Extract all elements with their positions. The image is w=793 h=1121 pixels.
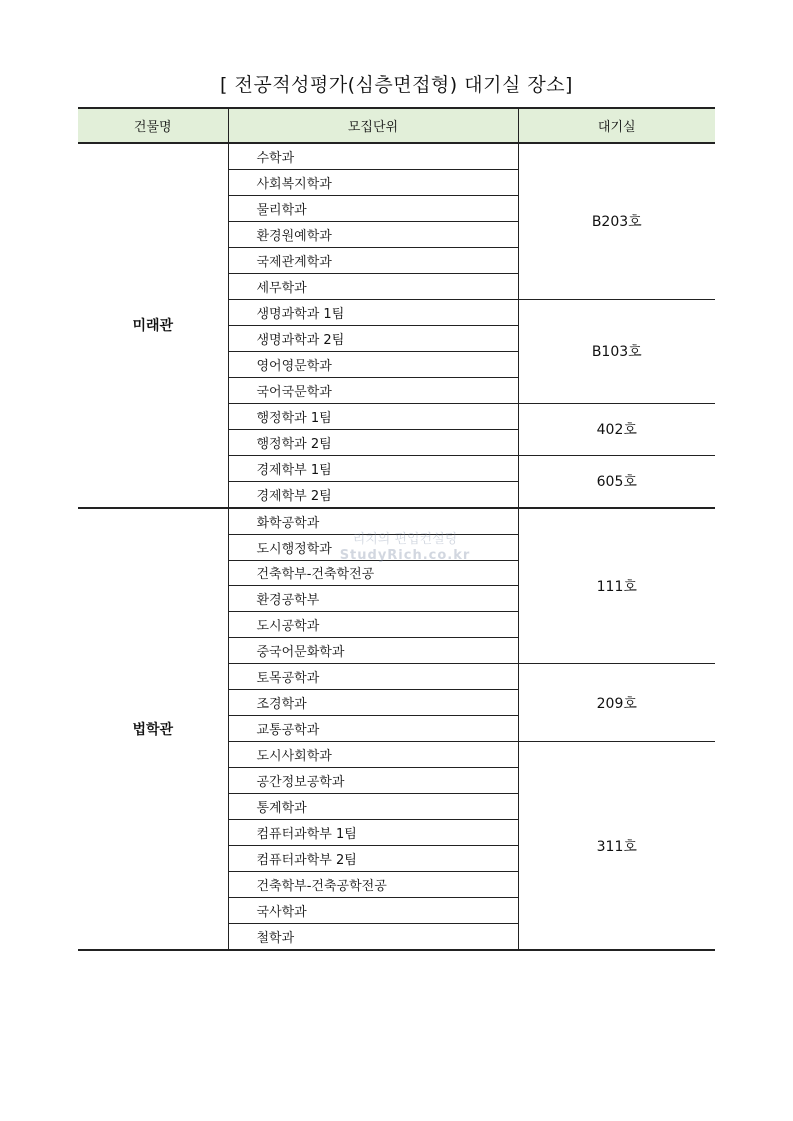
unit-cell: 국어국문학과 (228, 377, 518, 403)
page-title: [ 전공적성평가(심층면접형) 대기실 장소] (220, 74, 573, 96)
unit-cell: 중국어문화학과 (228, 638, 518, 664)
table-header-row (78, 108, 715, 143)
unit-cell: 수학과 (228, 143, 518, 169)
table-row (78, 143, 715, 169)
room-cell: 111호 (518, 508, 715, 664)
room-cell: B203호 (518, 143, 715, 299)
unit-cell: 건축학부-건축공학전공 (228, 872, 518, 898)
room-cell: 402호 (518, 403, 715, 455)
header-building: 건물명 (78, 108, 228, 143)
unit-cell: 세무학과 (228, 273, 518, 299)
unit-cell: 도시사회학과 (228, 742, 518, 768)
room-cell: 209호 (518, 664, 715, 742)
unit-cell: 물리학과 (228, 195, 518, 221)
unit-cell: 행정학과 2팀 (228, 429, 518, 455)
unit-cell: 국제관계학과 (228, 247, 518, 273)
unit-cell: 컴퓨터과학부 2팀 (228, 846, 518, 872)
unit-cell: 영어영문학과 (228, 351, 518, 377)
unit-cell: 경제학부 1팀 (228, 455, 518, 481)
room-cell: 311호 (518, 742, 715, 950)
unit-cell: 토목공학과 (228, 664, 518, 690)
waiting-room-table (78, 107, 715, 951)
unit-cell: 철학과 (228, 924, 518, 950)
unit-cell: 도시공학과 (228, 612, 518, 638)
unit-cell: 생명과학과 1팀 (228, 299, 518, 325)
unit-cell: 조경학과 (228, 690, 518, 716)
unit-cell: 건축학부-건축학전공 (228, 560, 518, 586)
header-unit: 모집단위 (228, 108, 518, 143)
table-row (78, 508, 715, 534)
unit-cell: 환경원예학과 (228, 221, 518, 247)
unit-cell: 컴퓨터과학부 1팀 (228, 820, 518, 846)
unit-cell: 환경공학부 (228, 586, 518, 612)
watermark-line-1: 리치의 편입컨설팅 (352, 532, 458, 547)
unit-cell: 사회복지학과 (228, 169, 518, 195)
unit-cell: 국사학과 (228, 898, 518, 924)
unit-cell: 교통공학과 (228, 716, 518, 742)
unit-cell: 경제학부 2팀 (228, 481, 518, 507)
unit-cell: 통계학과 (228, 794, 518, 820)
room-cell: B103호 (518, 299, 715, 403)
unit-cell: 화학공학과 (228, 508, 518, 534)
room-cell: 605호 (518, 455, 715, 507)
unit-cell: 공간정보공학과 (228, 768, 518, 794)
unit-cell: 행정학과 1팀 (228, 403, 518, 429)
unit-cell: 도시행정학과 (228, 534, 518, 560)
header-room: 대기실 (518, 108, 715, 143)
watermark-line-2: StudyRich.co.kr (339, 548, 471, 563)
unit-cell: 생명과학과 2팀 (228, 325, 518, 351)
building-cell-mirae: 미래관 (78, 143, 228, 508)
building-cell-beophak: 법학관 (78, 508, 228, 950)
